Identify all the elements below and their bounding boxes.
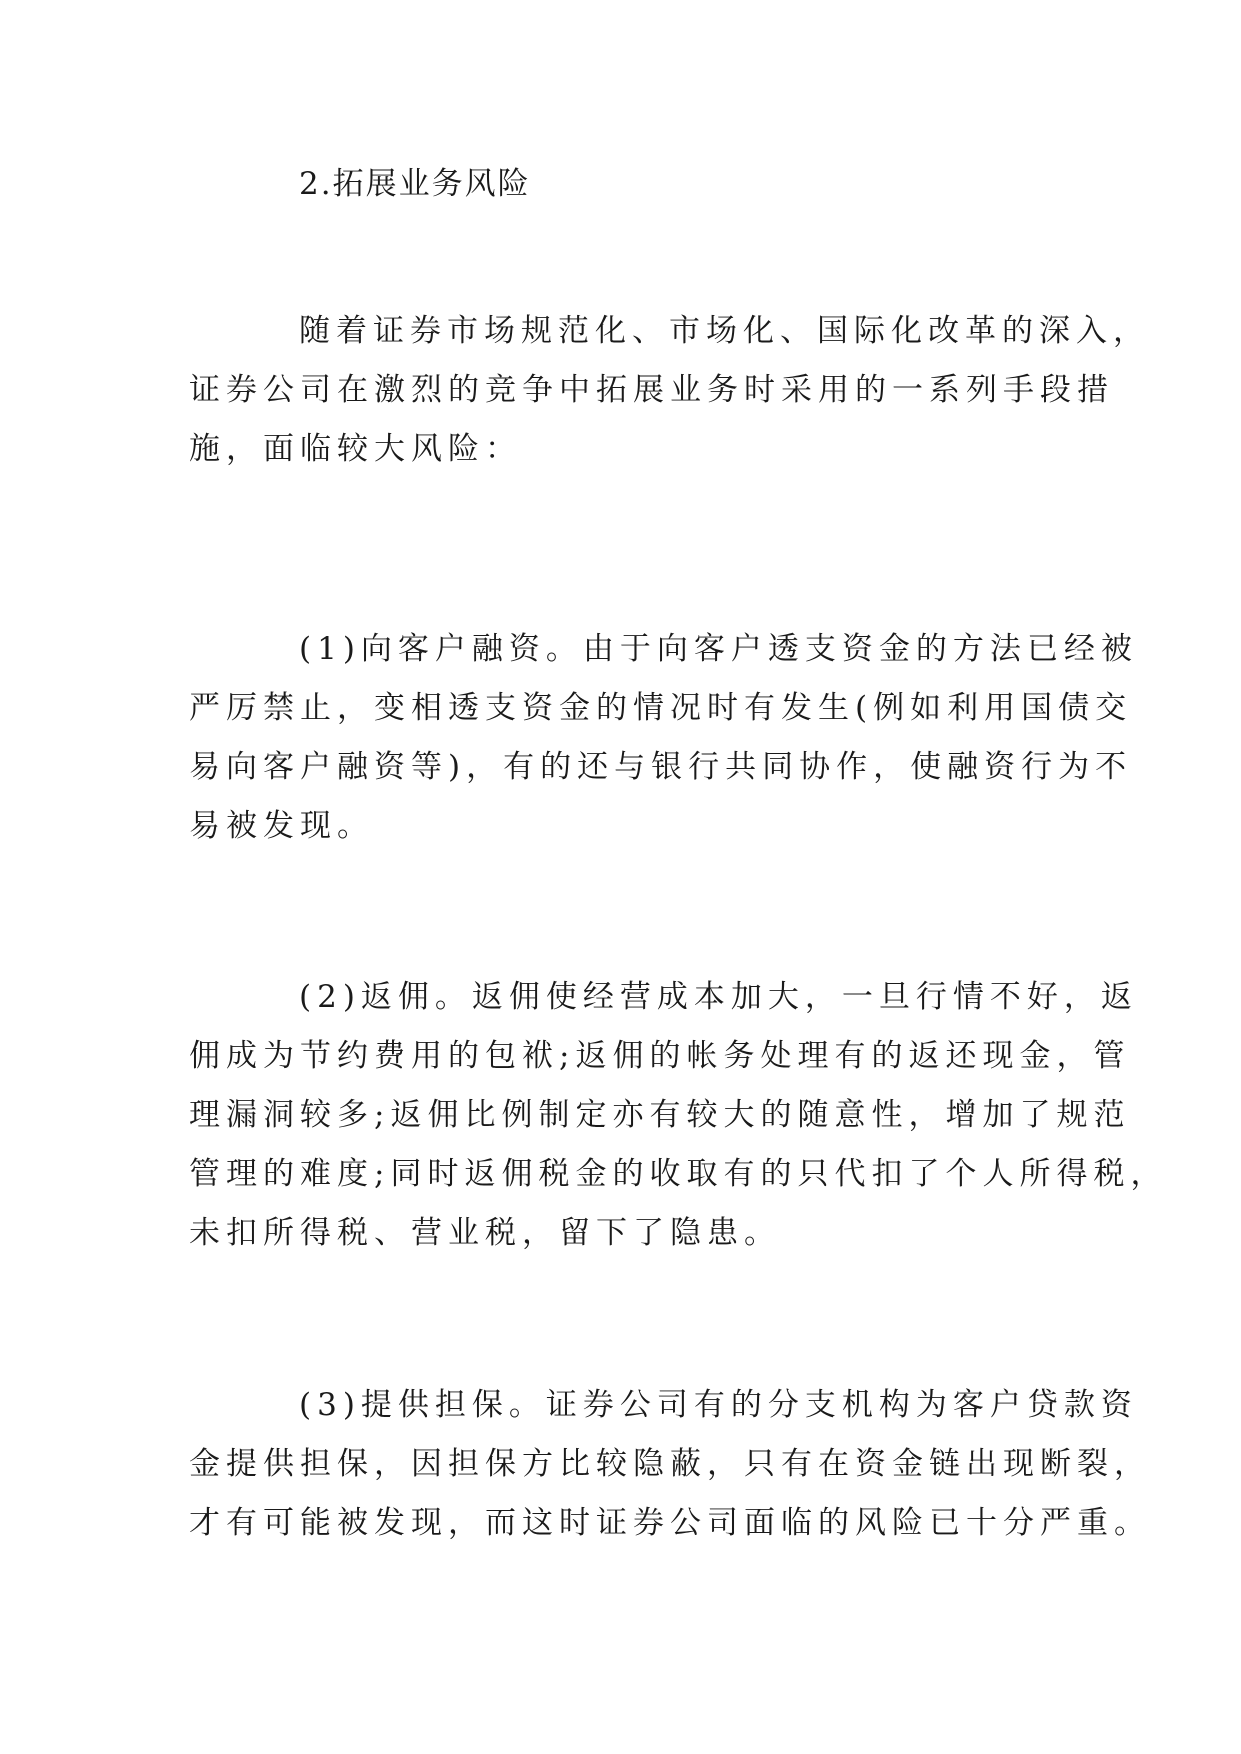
paragraph-financing — [189, 620, 1138, 856]
section-heading: 2.拓展业务风险 — [299, 166, 531, 202]
paragraph-line: 管理的难度;同时返佣税金的收取有的只代扣了个人所得税， — [189, 1156, 1168, 1192]
paragraph-intro — [189, 302, 1150, 479]
paragraph-line: (1)向客户融资。由于向客户透支资金的方法已经被 — [299, 631, 1138, 667]
paragraph-line: 施，面临较大风险： — [189, 431, 522, 467]
paragraph-rebate — [189, 968, 1168, 1263]
paragraph-line: 易向客户融资等)，有的还与银行共同协作，使融资行为不 — [189, 749, 1133, 785]
paragraph-line: (2)返佣。返佣使经营成本加大，一旦行情不好，返 — [299, 979, 1138, 1015]
paragraph-line: 证券公司在激烈的竞争中拓展业务时采用的一系列手段措 — [189, 372, 1114, 408]
paragraph-line: 金提供担保，因担保方比较隐蔽，只有在资金链出现断裂， — [189, 1446, 1151, 1482]
paragraph-line: (3)提供担保。证券公司有的分支机构为客户贷款资 — [299, 1387, 1138, 1423]
paragraph-line: 理漏洞较多;返佣比例制定亦有较大的随意性，增加了规范 — [189, 1097, 1131, 1133]
paragraph-line: 严厉禁止，变相透支资金的情况时有发生(例如利用国债交 — [189, 690, 1133, 726]
paragraph-guarantee — [189, 1376, 1151, 1553]
paragraph-line: 随着证券市场规范化、市场化、国际化改革的深入， — [299, 313, 1150, 349]
paragraph-line: 易被发现。 — [189, 808, 374, 844]
paragraph-line: 才有可能被发现，而这时证券公司面临的风险已十分严重。 — [189, 1505, 1151, 1541]
paragraph-line: 佣成为节约费用的包袱;返佣的帐务处理有的返还现金，管 — [189, 1038, 1131, 1074]
paragraph-line: 未扣所得税、营业税，留下了隐患。 — [189, 1215, 781, 1251]
